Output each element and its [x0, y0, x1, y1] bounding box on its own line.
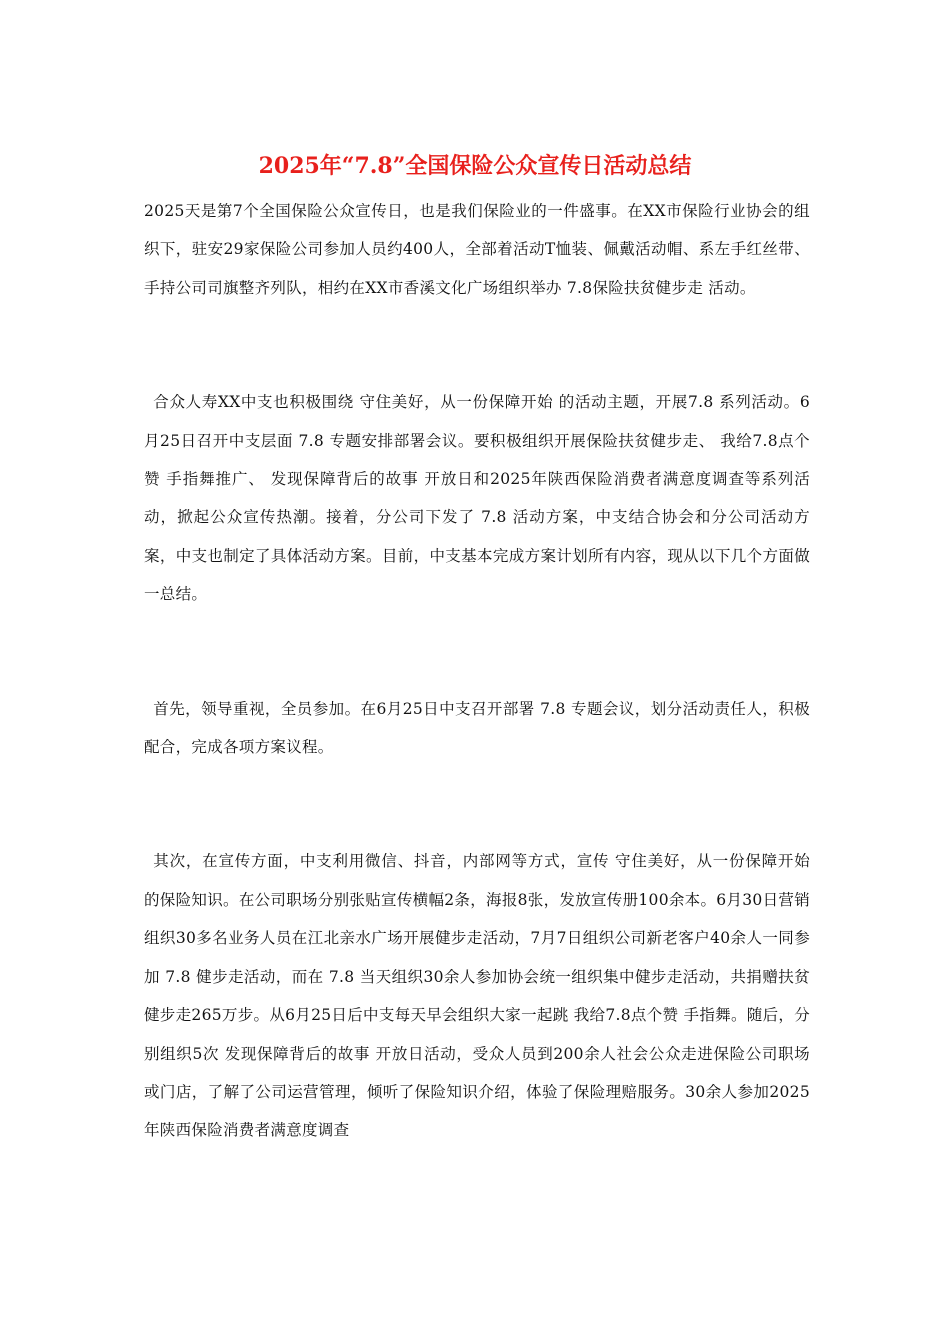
document-body	[144, 192, 810, 1150]
paragraph-leadership: 首先，领导重视，全员参加。在6月25日中支召开部署 7.8 专题会议，划分活动责任人，积极配合，完成各项方案议程。	[144, 699, 810, 757]
paragraph-activities: 合众人寿XX中支也积极围绕 守住美好，从一份保障开始 的活动主题，开展7.8 系列活动。6月25日召开中支层面 7.8 专题安排部署会议。要积极组织开展保险扶贫健步走、 我给7.8点个赞 手指舞推广、 发现保障背后的故事 开放日和2025年陕西保险消费者满意度调查等系列活动，掀起公众宣传热潮。接着，分公司下发了 7.8 活动方案，中支结合协会和分公司活动方案，中支也制定了具体活动方案。目前，中支基本完成方案计划所有内容，现从以下几个方面做一总结。	[144, 393, 810, 604]
paragraph-spacer	[144, 307, 810, 383]
document-title: 2025年“7.8”全国保险公众宣传日活动总结	[258, 153, 692, 179]
paragraph-spacer	[144, 766, 810, 842]
paragraph-publicity: 其次，在宣传方面，中支利用微信、抖音，内部网等方式，宣传 守住美好，从一份保障开始 的保险知识。在公司职场分别张贴宣传横幅2条，海报8张，发放宣传册100余本。6月30日营销组织30多名业务人员在江北亲水广场开展健步走活动，7月7日组织公司新老客户40余人一同参加 7.8 健步走活动，而在 7.8 当天组织30余人参加协会统一组织集中健步走活动，共捐赠扶贫健步走265万步。从6月25日后中支每天早会组织大家一起跳 我给7.8点个赞 手指舞。随后，分别组织5次 发现保障背后的故事 开放日活动，受众人员到200余人社会公众走进保险公司职场或门店，了解了公司运营管理，倾听了保险知识介绍，体验了保险理赔服务。30余人参加2025年陕西保险消费者满意度调查	[144, 852, 810, 1140]
paragraph-spacer	[144, 614, 810, 690]
paragraph-intro: 2025天是第7个全国保险公众宣传日，也是我们保险业的一件盛事。在XX市保险行业协会的组织下，驻安29家保险公司参加人员约400人，全部着活动T恤装、佩戴活动帽、系左手红丝带、手持公司司旗整齐列队，相约在XX市香溪文化广场组织举办 7.8保险扶贫健步走 活动。	[144, 202, 810, 297]
